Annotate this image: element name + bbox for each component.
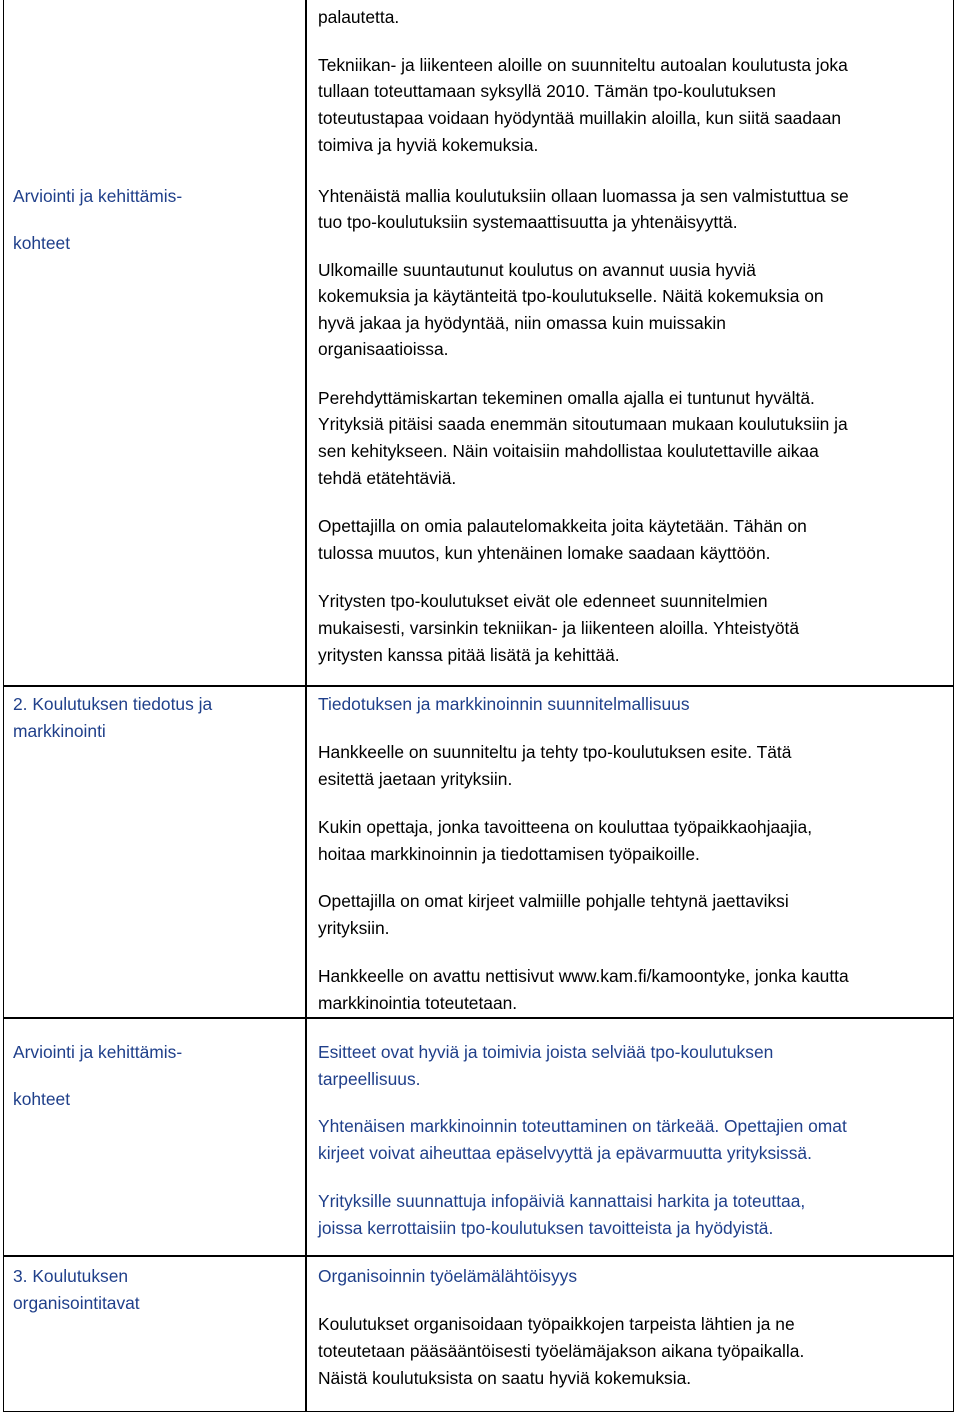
cell-text-line: toteutustapaa voidaan hyödyntää muillakin aloilla, kun siitä saadaan bbox=[318, 108, 842, 128]
row-label: Arviointi ja kehittämis- bbox=[13, 1042, 183, 1062]
paragraph-line: kirjeet voivat aiheuttaa epäselvyyttä ja epävarmuutta yrityksissä. bbox=[318, 1143, 812, 1163]
column-divider bbox=[305, 1018, 307, 1255]
cell-text-line: Tekniikan- ja liikenteen aloille on suunniteltu autoalan koulutusta joka bbox=[318, 55, 848, 75]
paragraph-line: tarpeellisuus. bbox=[318, 1069, 421, 1089]
column-divider bbox=[305, 686, 307, 1017]
paragraph-line: sen kehitykseen. Näin voitaisiin mahdollistaa koulutettaville aikaa bbox=[318, 441, 819, 461]
cell-text-line: palautetta. bbox=[318, 7, 400, 27]
paragraph-line: Perehdyttämiskartan tekeminen omalla ajalla ei tuntunut hyvältä. bbox=[318, 388, 815, 408]
section-title: 3. Koulutuksen bbox=[13, 1266, 129, 1286]
section-title: organisointitavat bbox=[13, 1293, 140, 1313]
paragraph-line: Opettajilla on omat kirjeet valmiille pohjalle tehtynä jaettaviksi bbox=[318, 891, 789, 911]
paragraph-line: hyvä jakaa ja hyödyntää, niin omassa kuin muissakin bbox=[318, 313, 726, 333]
paragraph-line: yritysten kanssa pitää lisätä ja kehittää. bbox=[318, 645, 620, 665]
paragraph-line: Yrityksiä pitäisi saada enemmän sitoutumaan mukaan koulutuksiin ja bbox=[318, 414, 848, 434]
row-label: Arviointi ja kehittämis- bbox=[13, 186, 183, 206]
paragraph-line: Opettajilla on omia palautelomakkeita joita käytetään. Tähän on bbox=[318, 516, 807, 536]
paragraph-line: Yhtenäistä mallia koulutuksiin ollaan luomassa ja sen valmistuttua se bbox=[318, 186, 849, 206]
paragraph-line: organisaatioissa. bbox=[318, 339, 449, 359]
row-divider bbox=[3, 1255, 954, 1257]
paragraph-line: yrityksiin. bbox=[318, 918, 390, 938]
paragraph-line: esitettä jaetaan yrityksiin. bbox=[318, 769, 513, 789]
paragraph-line: Hankkeelle on avattu nettisivut www.kam.fi/kamoontyke, jonka kautta bbox=[318, 966, 849, 986]
cell-text-line: tullaan toteuttamaan syksyllä 2010. Tämän tpo-koulutuksen bbox=[318, 81, 776, 101]
paragraph-line: tuo tpo-koulutuksiin systemaattisuutta ja yhtenäisyyttä. bbox=[318, 212, 738, 232]
paragraph-line: toteutetaan pääsääntöisesti työelämäjakson aikana työpaikalla. bbox=[318, 1341, 805, 1361]
paragraph-line: Yrityksille suunnattuja infopäiviä kannattaisi harkita ja toteuttaa, bbox=[318, 1191, 806, 1211]
row-label: kohteet bbox=[13, 233, 71, 253]
cell-text-line: toimiva ja hyviä kokemuksia. bbox=[318, 135, 539, 155]
paragraph-line: Koulutukset organisoidaan työpaikkojen tarpeista lähtien ja ne bbox=[318, 1314, 795, 1334]
paragraph-line: Esitteet ovat hyviä ja toimivia joista selviää tpo-koulutuksen bbox=[318, 1042, 774, 1062]
row-divider bbox=[3, 685, 954, 687]
paragraph-line: tehdä etätehtäviä. bbox=[318, 468, 457, 488]
row-label: kohteet bbox=[13, 1089, 71, 1109]
paragraph-line: Näistä koulutuksista on saatu hyviä kokemuksia. bbox=[318, 1368, 692, 1388]
row-divider bbox=[3, 1017, 954, 1019]
paragraph-line: Yritysten tpo-koulutukset eivät ole edenneet suunnitelmien bbox=[318, 591, 768, 611]
column-divider bbox=[305, 1256, 307, 1412]
paragraph-line: Yhtenäisen markkinoinnin toteuttaminen on tärkeää. Opettajien omat bbox=[318, 1116, 847, 1136]
paragraph-line: markkinointia toteutetaan. bbox=[318, 993, 518, 1013]
section-heading: Organisoinnin työelämälähtöisyys bbox=[318, 1266, 578, 1286]
paragraph-line: Ulkomaille suuntautunut koulutus on avannut uusia hyviä bbox=[318, 260, 756, 280]
paragraph-line: kokemuksia ja käytänteitä tpo-koulutukselle. Näitä kokemuksia on bbox=[318, 286, 824, 306]
paragraph-line: Hankkeelle on suunniteltu ja tehty tpo-koulutuksen esite. Tätä bbox=[318, 742, 792, 762]
paragraph-line: joissa kerrottaisiin tpo-koulutuksen tavoitteista ja hyödyistä. bbox=[318, 1218, 774, 1238]
section-heading: Tiedotuksen ja markkinoinnin suunnitelmallisuus bbox=[318, 694, 690, 714]
paragraph-line: mukaisesti, varsinkin tekniikan- ja liikenteen aloilla. Yhteistyötä bbox=[318, 618, 800, 638]
paragraph-line: Kukin opettaja, jonka tavoitteena on kouluttaa työpaikkaohjaajia, bbox=[318, 817, 813, 837]
section-title: 2. Koulutuksen tiedotus ja bbox=[13, 694, 213, 714]
section-title: markkinointi bbox=[13, 721, 106, 741]
paragraph-line: hoitaa markkinoinnin ja tiedottamisen työpaikoille. bbox=[318, 844, 700, 864]
paragraph-line: tulossa muutos, kun yhtenäinen lomake saadaan käyttöön. bbox=[318, 543, 771, 563]
column-divider bbox=[305, 0, 307, 685]
